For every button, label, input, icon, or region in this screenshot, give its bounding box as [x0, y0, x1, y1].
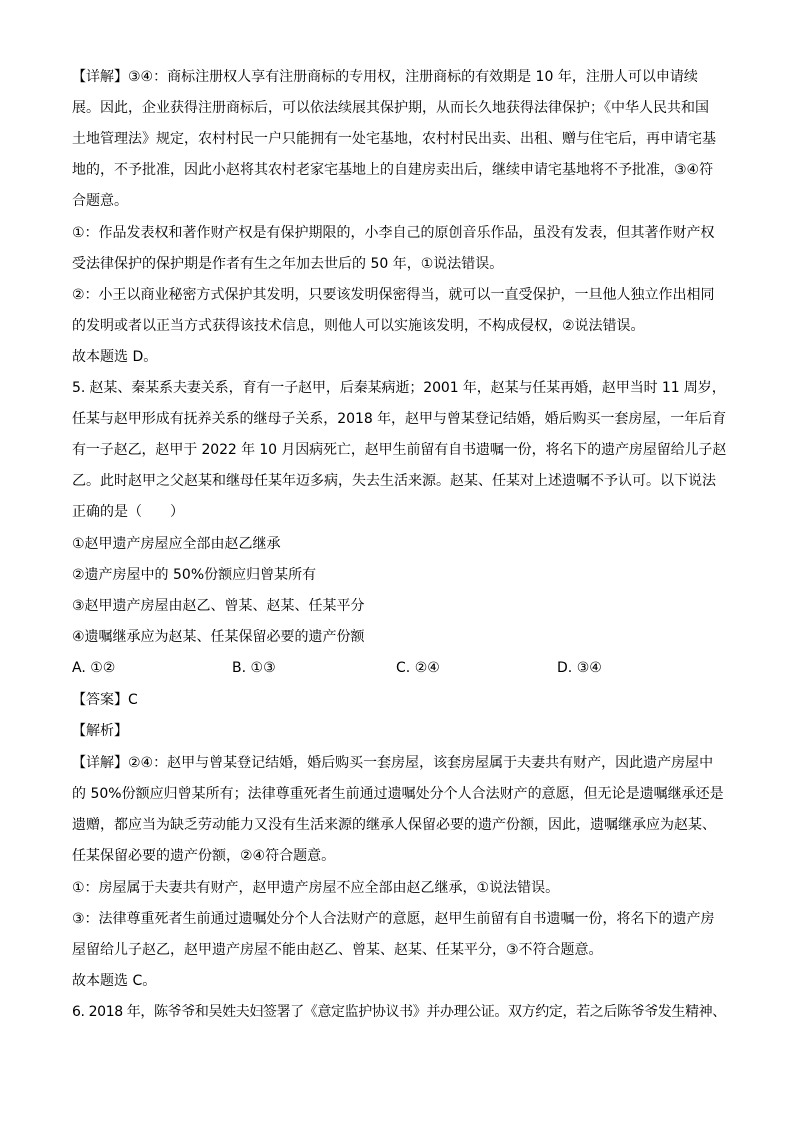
question-5-line-2: 任某与赵甲形成有抚养关系的继母子关系，2018 年，赵甲与曾某登记结婚，婚后购买一套房屋，一年后育: [72, 411, 727, 427]
detail-paragraph-1-line-1: 【详解】③④：商标注册权人享有注册商标的专用权，注册商标的有效期是 10 年，注册人可以申请续: [72, 69, 698, 85]
detail-paragraph-2-line-1: 【详解】②④：赵甲与曾某登记结婚，婚后购买一套房屋，该套房屋属于夫妻共有财产，因此遗产房屋中: [72, 755, 714, 771]
answer-choice-1: 故本题选 D。: [72, 349, 158, 365]
statement-4: ④遗嘱继承应为赵某、任某保留必要的遗产份额: [72, 629, 365, 645]
note-1-line-2: 受法律保护的保护期是作者有生之年加去世后的 50 年，①说法错误。: [72, 256, 504, 272]
question-6-line-1: 6. 2018 年，陈爷爷和吴姓夫妇签署了《意定监护协议书》并办理公证。双方约定，若之后陈爷爷发生精神、: [72, 1004, 726, 1020]
note-3: ①：房屋属于夫妻共有财产，赵甲遗产房屋不应全部由赵乙继承，①说法错误。: [72, 880, 560, 896]
note-2-line-2: 的发明或者以正当方式获得该技术信息，则他人可以实施该发明，不构成侵权，②说法错误。: [72, 318, 645, 334]
option-b-label: B.: [232, 660, 247, 676]
answer-choice-2: 故本题选 C。: [72, 973, 157, 989]
option-c-label: C.: [396, 660, 411, 676]
option-a-value: ①②: [90, 660, 116, 676]
option-d-value: ③④: [576, 660, 602, 676]
analysis-label: 【解析】: [72, 723, 128, 739]
option-b: [232, 653, 276, 684]
option-d-label: D.: [557, 660, 573, 676]
detail-paragraph-2-line-3: 遗赠，都应当为缺乏劳动能力又没有生活来源的继承人保留必要的遗产份额，因此，遗嘱继承应为赵某、: [72, 817, 716, 833]
detail-paragraph-2-line-4: 任某保留必要的遗产份额，②④符合题意。: [72, 848, 336, 864]
note-2-line-1: ②：小王以商业秘密方式保护其发明，只要该发明保密得当，就可以一直受保护，一旦他人独立作出相同: [72, 287, 715, 303]
detail-paragraph-1-line-5: 合题意。: [72, 193, 128, 209]
detail-paragraph-1-line-4: 地的，不予批准，因此小赵将其农村老家宅基地上的自建房卖出后，继续申请宅基地将不予批准，③④符: [72, 162, 714, 178]
detail-paragraph-2-line-2: 的 50%份额应归曾某所有；法律尊重死者生前通过遗嘱处分个人合法财产的意愿，但无论是遗嘱继承还是: [72, 786, 724, 802]
detail-paragraph-1-line-2: 展。因此，企业获得注册商标后，可以依法续展其保护期，从而长久地获得法律保护；《中华人民共和国: [72, 100, 709, 116]
option-a: [72, 653, 115, 684]
note-4-line-2: 屋留给儿子赵乙，赵甲遗产房屋不能由赵乙、曾某、赵某、任某平分，③不符合题意。: [72, 942, 603, 958]
question-5-line-4: 乙。此时赵甲之父赵某和继母任某年迈多病，失去生活来源。赵某、任某对上述遗嘱不予认可。以下说法: [72, 473, 716, 489]
detail-paragraph-1-line-3: 土地管理法》规定，农村村民一户只能拥有一处宅基地，农村村民出卖、出租、赠与住宅后，再申请宅基: [72, 131, 716, 147]
note-4-line-1: ③：法律尊重死者生前通过遗嘱处分个人合法财产的意愿，赵甲生前留有自书遗嘱一份，将名下的遗产房: [72, 911, 715, 927]
option-c: [396, 653, 440, 684]
option-a-label: A.: [72, 660, 86, 676]
statement-2: ②遗产房屋中的 50%份额应归曾某所有: [72, 567, 317, 583]
option-d: [557, 653, 602, 684]
question-5-line-5: 正确的是（ ）: [72, 504, 184, 520]
question-5-line-3: 有一子赵乙，赵甲于 2022 年 10 月因病死亡，赵甲生前留有自书遗嘱一份，将名下的遗产房屋留给儿子赵: [72, 442, 727, 458]
question-5-line-1: 5. 赵某、秦某系夫妻关系，育有一子赵甲，后秦某病逝；2001 年，赵某与任某再婚，赵甲当时 11 周岁，: [72, 380, 726, 396]
answer-label: 【答案】C: [72, 692, 138, 708]
option-c-value: ②④: [414, 660, 440, 676]
statement-1: ①赵甲遗产房屋应全部由赵乙继承: [72, 536, 281, 552]
note-1-line-1: ①：作品发表权和著作财产权是有保护期限的，小李自己的原创音乐作品，虽没有发表，但其著作财产权: [72, 225, 715, 241]
statement-3: ③赵甲遗产房屋由赵乙、曾某、赵某、任某平分: [72, 598, 365, 614]
option-b-value: ①③: [250, 660, 276, 676]
